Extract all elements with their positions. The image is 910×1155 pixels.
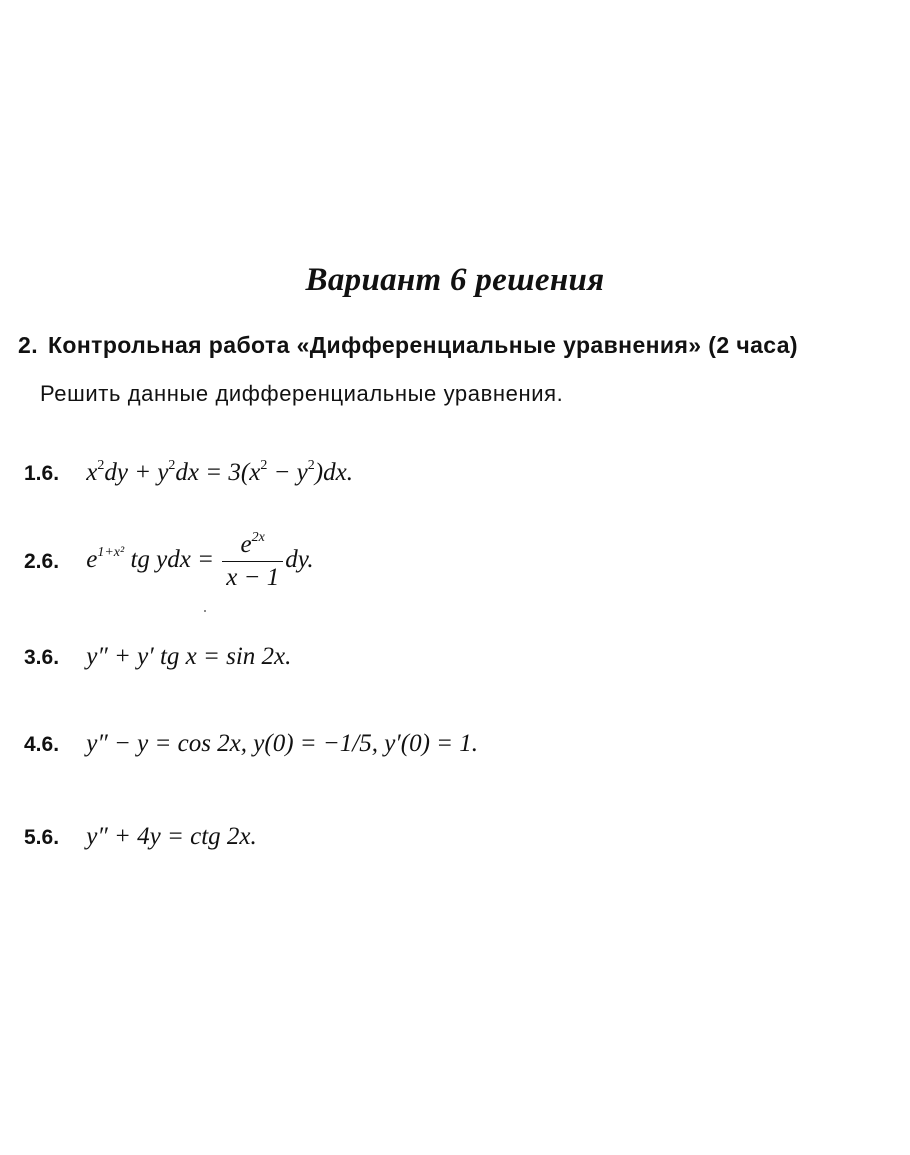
- problem-4: [24, 730, 478, 758]
- problem-number: 1.6.: [24, 462, 60, 485]
- problem-3: [24, 643, 291, 671]
- problem-number: 3.6.: [24, 646, 60, 669]
- equation: $x^2dy + y^2dx = 3(x^2 - y^2)dx$.: [86, 458, 353, 486]
- instruction-text: Решить данные дифференциальные уравнения.: [40, 381, 564, 406]
- problem-5: [24, 823, 257, 851]
- scan-speck: [204, 610, 206, 612]
- equation: y″ + y′ tg x = sin 2x.: [86, 643, 292, 670]
- problem-2: [24, 531, 314, 592]
- problem-number: 2.6.: [24, 549, 60, 573]
- equation: $e^{1+x^2}$ tg ydx = $\frac{e^{2x}}{x - 1}$ dy.: [86, 530, 314, 591]
- section-heading: [18, 332, 798, 359]
- problem-1: [24, 459, 353, 487]
- page-title: Вариант 6 решения: [305, 262, 605, 298]
- problem-number: 5.6.: [24, 826, 60, 849]
- equation: y″ + 4y = ctg 2x.: [86, 823, 257, 850]
- equation: y″ − y = cos 2x, y(0) = −1/5, y′(0) = 1.: [86, 730, 479, 757]
- problem-number: 4.6.: [24, 733, 60, 756]
- section-heading-text: Контрольная работа «Дифференциальные уравнения» (2 часа): [47, 332, 798, 358]
- section-number: 2.: [18, 332, 38, 358]
- fraction: $\frac{e^{2x}}{x - 1}$: [222, 531, 283, 592]
